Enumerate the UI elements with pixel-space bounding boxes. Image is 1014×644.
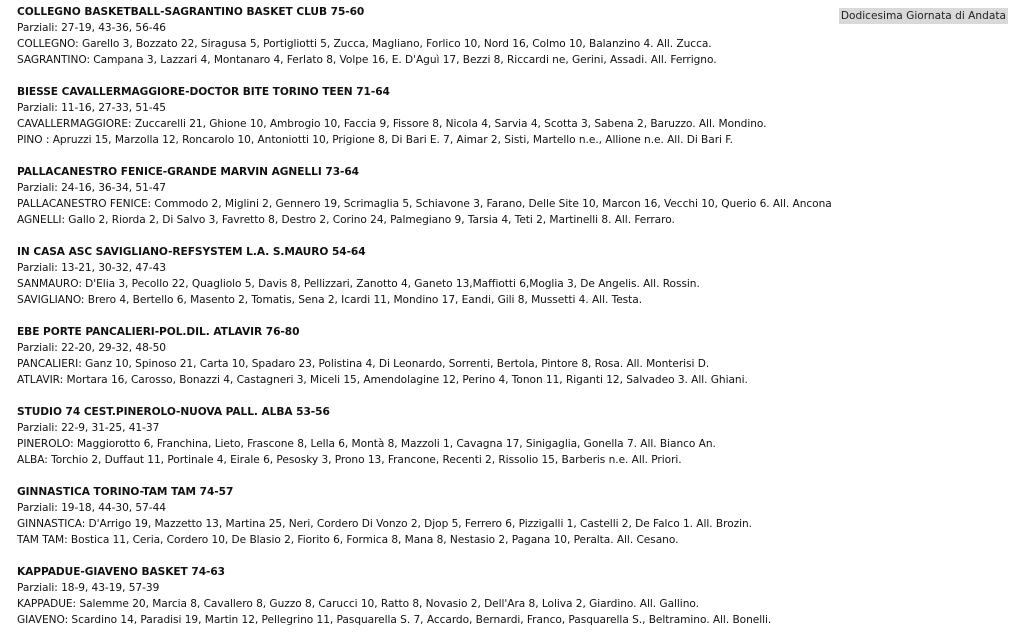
game-result xyxy=(17,404,1007,484)
game-result xyxy=(17,244,1007,324)
game-result xyxy=(17,164,1007,244)
game-result xyxy=(17,564,1007,644)
game-title: COLLEGNO BASKETBALL-SAGRANTINO BASKET CLUB 75-60 xyxy=(17,6,365,18)
away-team-scorers: TAM TAM: Bostica 11, Ceria, Cordero 10, De Blasio 2, Fiorito 6, Formica 8, Mana 8, Nestasio 2, Pagana 10, Peralta. All. Cesano. xyxy=(17,534,679,546)
round-label: Dodicesima Giornata di Andata xyxy=(840,10,1006,22)
home-team-scorers: PALLACANESTRO FENICE: Commodo 2, Miglini 2, Gennero 19, Scrimaglia 5, Schiavone 3, Farano, Delle Site 10, Marcon 16, Vecchi 10, Querio 6. All. Ancona xyxy=(17,198,832,210)
home-team-scorers: COLLEGNO: Garello 3, Bozzato 22, Siragusa 5, Portigliotti 5, Zucca, Magliano, Forlico 10, Nord 16, Colmo 10, Balanzino 4. All. Zucca. xyxy=(17,38,712,50)
game-partials: Parziali: 18-9, 43-19, 57-39 xyxy=(17,582,160,594)
away-team-scorers: SAVIGLIANO: Brero 4, Bertello 6, Masento 2, Tomatis, Sena 2, Icardi 11, Mondino 17, Eandi, Gili 8, Mussetti 4. All. Testa. xyxy=(17,294,643,306)
home-team-scorers: PANCALIERI: Ganz 10, Spinoso 21, Carta 10, Spadaro 23, Polistina 4, Di Leonardo, Sorrenti, Bertola, Pintore 8, Rosa. All. Monterisi D. xyxy=(17,358,710,370)
game-title: EBE PORTE PANCALIERI-POL.DIL. ATLAVIR 76-80 xyxy=(17,326,300,338)
home-team-scorers: KAPPADUE: Salemme 20, Marcia 8, Cavallero 8, Guzzo 8, Carucci 10, Ratto 8, Novasio 2, Dell'Ara 8, Loliva 2, Giardino. All. Gallino. xyxy=(17,598,699,610)
results-list xyxy=(17,4,1007,644)
game-title: STUDIO 74 CEST.PINEROLO-NUOVA PALL. ALBA 53-56 xyxy=(17,406,330,418)
game-result xyxy=(17,484,1007,564)
game-partials: Parziali: 13-21, 30-32, 47-43 xyxy=(17,262,166,274)
away-team-scorers: GIAVENO: Scardino 14, Paradisi 19, Martin 12, Pellegrino 11, Pasquarella S. 7, Accardo, Bernardi, Franco, Pasquarella S., Beltramino. All. Bonelli. xyxy=(17,614,772,626)
home-team-scorers: SANMAURO: D'Elia 3, Pecollo 22, Quagliolo 5, Davis 8, Pellizzari, Zanotto 4, Ganeto 13,Maffiotti 6,Moglia 3, De Angelis. All. Rossin. xyxy=(17,278,700,290)
game-title: BIESSE CAVALLERMAGGIORE-DOCTOR BITE TORINO TEEN 71-64 xyxy=(17,86,390,98)
game-title: IN CASA ASC SAVIGLIANO-REFSYSTEM L.A. S.MAURO 54-64 xyxy=(17,246,366,258)
game-title: KAPPADUE-GIAVENO BASKET 74-63 xyxy=(17,566,225,578)
game-result xyxy=(17,84,1007,164)
game-title: PALLACANESTRO FENICE-GRANDE MARVIN AGNELLI 73-64 xyxy=(17,166,360,178)
away-team-scorers: SAGRANTINO: Campana 3, Lazzari 4, Montanaro 4, Ferlato 8, Volpe 16, E. D'Aguì 17, Bezzi 8, Riccardi ne, Gerini, Assadi. All. Ferrigno. xyxy=(17,54,717,66)
game-result xyxy=(17,324,1007,404)
game-partials: Parziali: 22-20, 29-32, 48-50 xyxy=(17,342,166,354)
home-team-scorers: PINEROLO: Maggiorotto 6, Franchina, Lieto, Frascone 8, Lella 6, Montà 8, Mazzoli 1, Cavagna 17, Sinigaglia, Gonella 7. All. Bianco An. xyxy=(17,438,716,450)
away-team-scorers: ATLAVIR: Mortara 16, Carosso, Bonazzi 4, Castagneri 3, Miceli 15, Amendolagine 12, Perino 4, Tonon 11, Riganti 12, Salvadeo 3. All. Ghiani. xyxy=(17,374,748,386)
game-partials: Parziali: 19-18, 44-30, 57-44 xyxy=(17,502,166,514)
away-team-scorers: PINO : Apruzzi 15, Marzolla 12, Roncarolo 10, Antoniotti 10, Prigione 8, Di Bari E. 7, Aimar 2, Sisti, Martello n.e., Allione n.e. All. Di Bari F. xyxy=(17,134,733,146)
away-team-scorers: ALBA: Torchio 2, Duffaut 11, Portinale 4, Eirale 6, Pesosky 3, Prono 13, Francone, Recenti 2, Rissolio 15, Barberis n.e. All. Priori. xyxy=(17,454,682,466)
away-team-scorers: AGNELLI: Gallo 2, Riorda 2, Di Salvo 3, Favretto 8, Destro 2, Corino 24, Palmegiano 9, Tarsia 4, Teti 2, Martinelli 8. All. Ferraro. xyxy=(17,214,675,226)
game-result xyxy=(17,4,1007,84)
game-title: GINNASTICA TORINO-TAM TAM 74-57 xyxy=(17,486,234,498)
home-team-scorers: CAVALLERMAGGIORE: Zuccarelli 21, Ghione 10, Ambrogio 10, Faccia 9, Fissore 8, Nicola 4, Sarvia 4, Scotta 3, Sabena 2, Baruzzo. All. Mondino. xyxy=(17,118,767,130)
game-partials: Parziali: 24-16, 36-34, 51-47 xyxy=(17,182,166,194)
game-partials: Parziali: 11-16, 27-33, 51-45 xyxy=(17,102,166,114)
game-partials: Parziali: 22-9, 31-25, 41-37 xyxy=(17,422,160,434)
home-team-scorers: GINNASTICA: D'Arrigo 19, Mazzetto 13, Martina 25, Neri, Cordero Di Vonzo 2, Djop 5, Ferrero 6, Pizzigalli 1, Castelli 2, De Falco 1. All. Brozin. xyxy=(17,518,753,530)
game-partials: Parziali: 27-19, 43-36, 56-46 xyxy=(17,22,166,34)
